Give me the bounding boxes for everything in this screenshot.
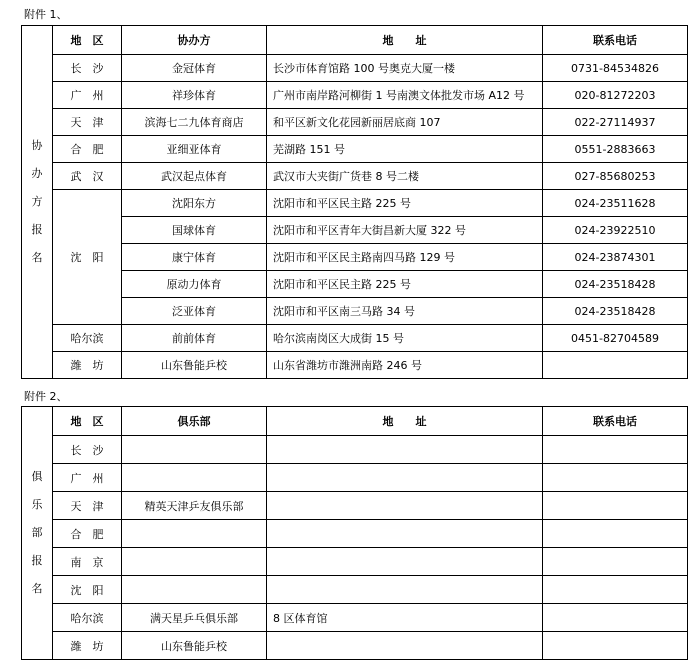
header-region: 地 区 xyxy=(53,26,122,55)
table-row xyxy=(22,352,688,379)
attachment2-caption: 附件 2、 xyxy=(24,390,68,403)
header-phone: 联系电话 xyxy=(543,26,688,55)
cell-region: 潍 坊 xyxy=(53,632,122,660)
cell-partner: 金冠体育 xyxy=(122,55,267,82)
club-registration-table xyxy=(21,406,688,660)
cell-address: 哈尔滨南岗区大成街 15 号 xyxy=(267,325,543,352)
cell-phone xyxy=(543,436,688,464)
cell-address xyxy=(267,548,543,576)
cell-region: 武 汉 xyxy=(53,163,122,190)
table-row xyxy=(22,244,688,271)
table-row xyxy=(22,576,688,604)
cell-region: 南 京 xyxy=(53,548,122,576)
cell-phone: 024-23518428 xyxy=(543,271,688,298)
cell-phone: 027-85680253 xyxy=(543,163,688,190)
header-address: 地 址 xyxy=(267,26,543,55)
cell-region: 天 津 xyxy=(53,492,122,520)
cell-address xyxy=(267,632,543,660)
cell-phone xyxy=(543,548,688,576)
table-row xyxy=(22,298,688,325)
table-row xyxy=(22,163,688,190)
attachment1-caption: 附件 1、 xyxy=(24,8,68,21)
cell-address: 广州市南岸路河柳街 1 号南澳文体批发市场 A12 号 xyxy=(267,82,543,109)
cell-address xyxy=(267,436,543,464)
cell-partner: 滨海七二九体育商店 xyxy=(122,109,267,136)
cell-club xyxy=(122,436,267,464)
cell-region: 合 肥 xyxy=(53,520,122,548)
header-address: 地 址 xyxy=(267,407,543,436)
cell-region: 广 州 xyxy=(53,82,122,109)
cell-phone: 024-23518428 xyxy=(543,298,688,325)
cell-region: 哈尔滨 xyxy=(53,325,122,352)
cell-phone xyxy=(543,604,688,632)
cell-club xyxy=(122,520,267,548)
cell-partner: 国球体育 xyxy=(122,217,267,244)
cell-phone xyxy=(543,576,688,604)
cell-address xyxy=(267,576,543,604)
table-row xyxy=(22,217,688,244)
header-partner: 协办方 xyxy=(122,26,267,55)
table-row xyxy=(22,464,688,492)
cell-partner: 沈阳东方 xyxy=(122,190,267,217)
cell-address xyxy=(267,464,543,492)
cell-region: 合 肥 xyxy=(53,136,122,163)
cell-phone: 022-27114937 xyxy=(543,109,688,136)
cell-club: 满天星乒乓俱乐部 xyxy=(122,604,267,632)
cell-phone: 0551-2883663 xyxy=(543,136,688,163)
cell-region: 天 津 xyxy=(53,109,122,136)
header-club: 俱乐部 xyxy=(122,407,267,436)
cell-club: 山东鲁能乒校 xyxy=(122,632,267,660)
cell-address: 和平区新文化花园新丽居底商 107 xyxy=(267,109,543,136)
cell-club: 精英天津乒友俱乐部 xyxy=(122,492,267,520)
cell-address xyxy=(267,492,543,520)
cell-phone xyxy=(543,352,688,379)
cell-partner: 原动力体育 xyxy=(122,271,267,298)
table-row xyxy=(22,55,688,82)
cell-address: 沈阳市和平区民主路南四马路 129 号 xyxy=(267,244,543,271)
table-row xyxy=(22,492,688,520)
table-row xyxy=(22,632,688,660)
cell-partner: 祥珍体育 xyxy=(122,82,267,109)
side-label: 协 办 方 报 名 xyxy=(22,26,53,379)
cell-partner: 亚细亚体育 xyxy=(122,136,267,163)
header-region: 地 区 xyxy=(53,407,122,436)
cell-address: 沈阳市和平区民主路 225 号 xyxy=(267,190,543,217)
cell-club xyxy=(122,464,267,492)
cell-phone xyxy=(543,632,688,660)
cell-partner: 泛亚体育 xyxy=(122,298,267,325)
cell-address: 沈阳市和平区青年大街昌新大厦 322 号 xyxy=(267,217,543,244)
cell-phone: 0731-84534826 xyxy=(543,55,688,82)
table-row xyxy=(22,136,688,163)
cell-phone xyxy=(543,520,688,548)
partner-registration-table xyxy=(21,25,688,379)
cell-club xyxy=(122,576,267,604)
cell-phone xyxy=(543,492,688,520)
cell-phone: 024-23874301 xyxy=(543,244,688,271)
cell-phone: 020-81272203 xyxy=(543,82,688,109)
header-phone: 联系电话 xyxy=(543,407,688,436)
cell-address xyxy=(267,520,543,548)
cell-partner: 前前体育 xyxy=(122,325,267,352)
table-header-row xyxy=(22,26,688,55)
cell-phone: 024-23511628 xyxy=(543,190,688,217)
cell-address: 武汉市大夹街广货巷 8 号二楼 xyxy=(267,163,543,190)
cell-address: 芜湖路 151 号 xyxy=(267,136,543,163)
cell-region: 长 沙 xyxy=(53,436,122,464)
table-row xyxy=(22,520,688,548)
cell-club xyxy=(122,548,267,576)
cell-address: 沈阳市和平区南三马路 34 号 xyxy=(267,298,543,325)
table-row xyxy=(22,271,688,298)
cell-partner: 康宁体育 xyxy=(122,244,267,271)
cell-region: 哈尔滨 xyxy=(53,604,122,632)
cell-region: 长 沙 xyxy=(53,55,122,82)
cell-partner: 武汉起点体育 xyxy=(122,163,267,190)
cell-region-shenyang: 沈 阳 xyxy=(53,190,122,325)
table-row xyxy=(22,548,688,576)
cell-region: 沈 阳 xyxy=(53,576,122,604)
cell-address: 8 区体育馆 xyxy=(267,604,543,632)
table-row xyxy=(22,436,688,464)
cell-region: 潍 坊 xyxy=(53,352,122,379)
table-row xyxy=(22,82,688,109)
cell-address: 长沙市体育馆路 100 号奥克大厦一楼 xyxy=(267,55,543,82)
cell-phone: 024-23922510 xyxy=(543,217,688,244)
cell-region: 广 州 xyxy=(53,464,122,492)
cell-address: 山东省潍坊市潍洲南路 246 号 xyxy=(267,352,543,379)
cell-phone: 0451-82704589 xyxy=(543,325,688,352)
table-row xyxy=(22,109,688,136)
cell-partner: 山东鲁能乒校 xyxy=(122,352,267,379)
side-label: 俱 乐 部 报 名 xyxy=(22,407,53,660)
table-row xyxy=(22,604,688,632)
cell-phone xyxy=(543,464,688,492)
table-row xyxy=(22,190,688,217)
table-header-row xyxy=(22,407,688,436)
table-row xyxy=(22,325,688,352)
cell-address: 沈阳市和平区民主路 225 号 xyxy=(267,271,543,298)
